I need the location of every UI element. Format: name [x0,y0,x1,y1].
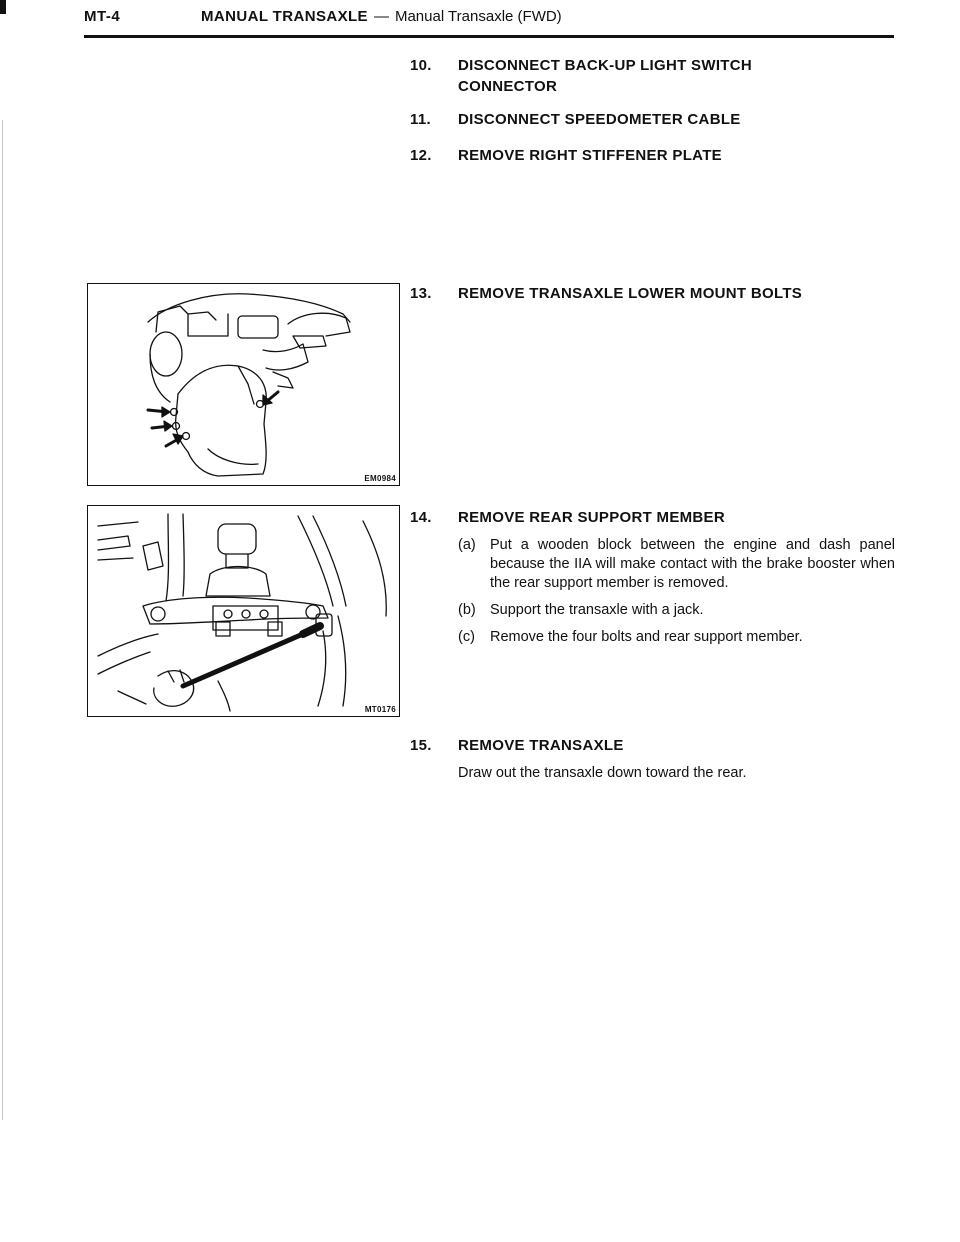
step-number: 15. [410,737,432,754]
step-heading [410,735,910,756]
step-heading [410,283,910,304]
step-15 [410,735,910,783]
step-title: REMOVE RIGHT STIFFENER PLATE [458,147,722,164]
figure-code: MT0176 [364,705,396,714]
step-14 [410,507,910,647]
step-10 [410,55,910,97]
substep-label: (c) [458,629,475,645]
figure-mount-bolts [87,283,400,486]
step-title: DISCONNECT SPEEDOMETER CABLE [458,111,741,128]
substep-c [458,628,910,647]
substep-label: (b) [458,602,476,618]
page-code: MT-4 [84,8,121,25]
step-heading [410,507,910,528]
substep-b [458,601,910,620]
header-rule [84,35,894,38]
page-corner-mark [0,0,6,14]
substep-a [458,536,910,593]
step-title: REMOVE TRANSAXLE LOWER MOUNT BOLTS [458,285,803,302]
step-title: DISCONNECT BACK-UP LIGHT SWITCH CONNECTOR [458,57,753,95]
substep-label: (a) [458,537,476,553]
step-number: 14. [410,509,432,526]
step-heading [410,109,910,130]
step-number: 10. [410,57,432,74]
header-title-sub: Manual Transaxle (FWD) [394,8,562,25]
step-number: 11. [410,111,431,128]
engine-transaxle-mount-bolts-illustration [88,284,399,485]
step-title: REMOVE REAR SUPPORT MEMBER [458,509,725,526]
step-11 [410,109,910,130]
step-number: 12. [410,147,432,164]
step-text: Draw out the transaxle down toward the rear. [458,765,747,781]
step-title: REMOVE TRANSAXLE [458,737,624,754]
step-number: 13. [410,285,432,302]
step-13 [410,283,910,304]
step-12 [410,145,910,166]
header-title-dash: — [373,8,389,25]
substep-text: Put a wooden block between the engine and dash panel because the IIA will make contact with the brake booster when the rear support member is removed. [490,537,895,591]
page-edge-line [2,120,3,1120]
substep-text: Remove the four bolts and rear support member. [490,629,803,645]
header-title [201,8,562,25]
figure-rear-support-member [87,505,400,717]
header-title-main: MANUAL TRANSAXLE [201,8,368,25]
figure-code: EM0984 [364,474,396,483]
page-header [84,8,894,38]
step-heading [410,145,910,166]
substep-text: Support the transaxle with a jack. [490,602,704,618]
step-heading [410,55,910,97]
rear-support-member-removal-illustration [88,506,399,716]
